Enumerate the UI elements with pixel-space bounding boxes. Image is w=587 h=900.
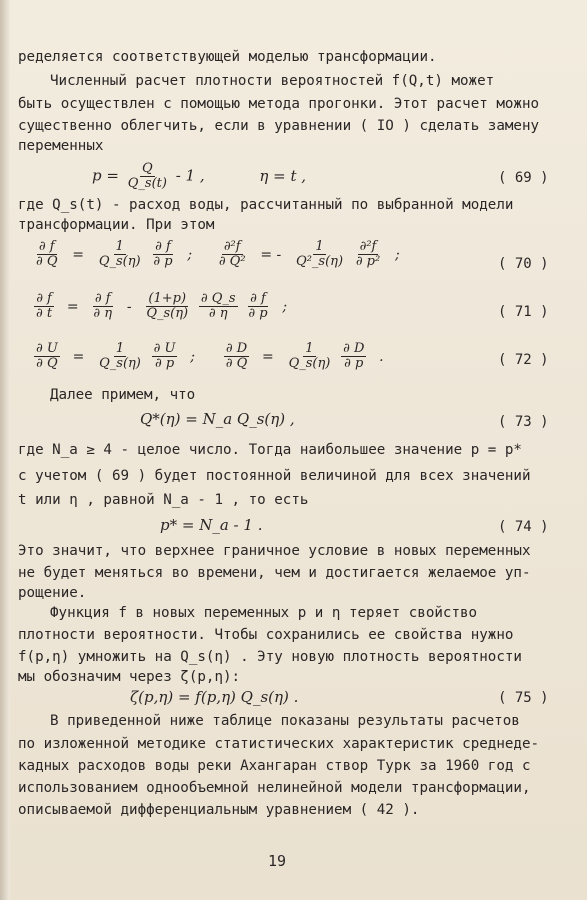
denominator: Q_s(η) bbox=[146, 306, 189, 321]
text-line: Численный расчет плотности вероятностей f(Q,t) может bbox=[50, 73, 495, 89]
text-line: использованием однообъемной нелинейной модели трансформации, bbox=[18, 780, 531, 796]
numerator: ∂ f bbox=[36, 291, 52, 306]
text-line: описываемой дифференциальным уравнением ( 42 ). bbox=[18, 802, 420, 818]
numerator: ∂ f bbox=[250, 291, 266, 306]
numerator: 1 bbox=[315, 239, 324, 254]
text-line: трансформации. При этом bbox=[18, 217, 215, 233]
denominator: ∂ Q bbox=[36, 356, 58, 371]
text-line: t или η , равной N_a - 1 , то есть bbox=[18, 492, 309, 508]
text-line: кадных расходов воды реки Ахангаран створ Турк за 1960 год с bbox=[18, 758, 531, 774]
denominator: Q_s(η) bbox=[288, 356, 331, 371]
equation-number: ( 73 ) bbox=[498, 414, 549, 430]
denominator: Q_s(t) bbox=[127, 176, 167, 191]
numerator: ∂²f bbox=[359, 239, 377, 254]
denominator: Q²_s(η) bbox=[296, 254, 344, 269]
text-line: где N_a ≥ 4 - целое число. Тогда наибольшее значение p = p* bbox=[18, 442, 522, 458]
formula-70: $\frac{\partial f}{\partial Q}$ = $\frac{1}{Q\_s(\eta)}$ $\frac{\partial f}{\partial p}$ ; $\frac{\text{∂²f}}{\text{∂ Q²}}$ = - $\frac{1}{\text{Q²\_s(η)}}$ $\frac{\text{∂²f}}{\text{∂ p²}}$ ; bbox=[36, 239, 400, 269]
equation-number: ( 74 ) bbox=[498, 519, 549, 535]
equation-number: ( 70 ) bbox=[498, 256, 549, 272]
text-line: не будет меняться во времени, чем и достигается желаемое уп- bbox=[18, 565, 531, 581]
denominator: ∂ η bbox=[93, 306, 113, 321]
numerator: ∂ f bbox=[38, 239, 55, 254]
text-line: рощение. bbox=[18, 585, 87, 601]
formula-74: p* = N_a - 1 . bbox=[160, 516, 263, 534]
denominator: ∂ p bbox=[344, 356, 364, 371]
text-line: В приведенной ниже таблице показаны результаты расчетов bbox=[50, 713, 520, 729]
denominator: ∂ p bbox=[154, 356, 175, 371]
formula-73: Q*(η) = N_a Q_s(η) , bbox=[140, 410, 295, 428]
formula-71: $\frac{\partial f}{\partial t}$ = $\frac{\partial f}{\partial \eta}$ - $\frac{(1+p)}{Q\_s(\eta)}$ $\frac{\partial Q\_s}{\partial \eta}$ $\frac{\partial f}{\partial p}$ ; bbox=[36, 291, 288, 321]
denominator: ∂ p bbox=[248, 306, 268, 321]
denominator: Q_s(η) bbox=[98, 254, 141, 269]
equation-number: ( 71 ) bbox=[498, 304, 549, 320]
text-line: ределяется соответствующей моделью трансформации. bbox=[18, 49, 437, 65]
text-line: мы обозначим через ζ(p,η): bbox=[18, 669, 241, 685]
numerator: 1 bbox=[115, 239, 124, 254]
text-line: Функция f в новых переменных p и η теряет свойство bbox=[50, 605, 478, 621]
denominator: ∂ t bbox=[36, 306, 53, 321]
equation-number: ( 69 ) bbox=[498, 170, 549, 186]
formula-75: ζ(p,η) = f(p,η) Q_s(η) . bbox=[130, 688, 299, 706]
text-line: f(p,η) умножить на Q_s(η) . Эту новую плотность вероятности bbox=[18, 649, 522, 665]
denominator: ∂ η bbox=[208, 306, 228, 321]
numerator: ∂ D bbox=[225, 341, 248, 356]
equation-number: ( 75 ) bbox=[498, 690, 549, 706]
denominator: ∂ p² bbox=[355, 254, 381, 269]
denominator: ∂ Q² bbox=[218, 254, 246, 269]
numerator: ∂ Q_s bbox=[200, 291, 236, 306]
numerator: ∂ U bbox=[36, 341, 58, 356]
formula-69 bbox=[92, 162, 306, 191]
text-line: где Q_s(t) - расход воды, рассчитанный по выбранной модели bbox=[18, 197, 514, 213]
formula-text: p = bbox=[92, 166, 119, 185]
denominator: ∂ p bbox=[153, 254, 173, 269]
text-line: существенно облегчить, если в уравнении ( IO ) сделать замену bbox=[18, 118, 540, 134]
denominator: ∂ Q bbox=[225, 356, 248, 371]
equation-number: ( 72 ) bbox=[498, 352, 549, 368]
denominator: ∂ Q bbox=[36, 254, 58, 269]
fraction bbox=[126, 162, 169, 191]
numerator: (1+p) bbox=[148, 291, 187, 306]
page-number: 19 bbox=[268, 852, 287, 870]
text-line: переменных bbox=[18, 138, 104, 154]
text-line: Это значит, что верхнее граничное условие в новых переменных bbox=[18, 543, 531, 559]
numerator: ∂ D bbox=[343, 341, 365, 356]
numerator: ∂ f bbox=[94, 291, 111, 306]
text-line: плотности вероятности. Чтобы сохранились ее свойства нужно bbox=[18, 627, 514, 643]
numerator: 1 bbox=[305, 341, 314, 356]
page-edge-shadow bbox=[0, 0, 10, 900]
numerator: ∂ U bbox=[153, 341, 176, 356]
text-line: Далее примем, что bbox=[50, 387, 196, 403]
numerator: ∂²f bbox=[223, 239, 241, 254]
text-line: с учетом ( 69 ) будет постоянной величиной для всех значений bbox=[18, 468, 531, 484]
numerator: 1 bbox=[115, 341, 125, 356]
numerator: Q bbox=[142, 161, 153, 176]
formula-text: η = t , bbox=[259, 166, 307, 185]
formula-72: $\frac{\partial U}{\partial Q}$ = $\frac{1}{Q\_s(\eta)}$ $\frac{\partial U}{\partial p}$ ; $\frac{\partial D}{\partial Q}$ = $\frac{1}{Q\_s(\eta)}$ $\frac{\partial D}{\partial p}$ . bbox=[36, 341, 384, 371]
text-line: по изложенной методике статистических характеристик среднеде- bbox=[18, 736, 540, 752]
text-line: быть осуществлен с помощью метода прогонки. Этот расчет можно bbox=[18, 96, 540, 112]
formula-text: - 1 , bbox=[175, 166, 205, 185]
numerator: ∂ f bbox=[155, 239, 171, 254]
denominator: Q_s(η) bbox=[99, 356, 141, 371]
